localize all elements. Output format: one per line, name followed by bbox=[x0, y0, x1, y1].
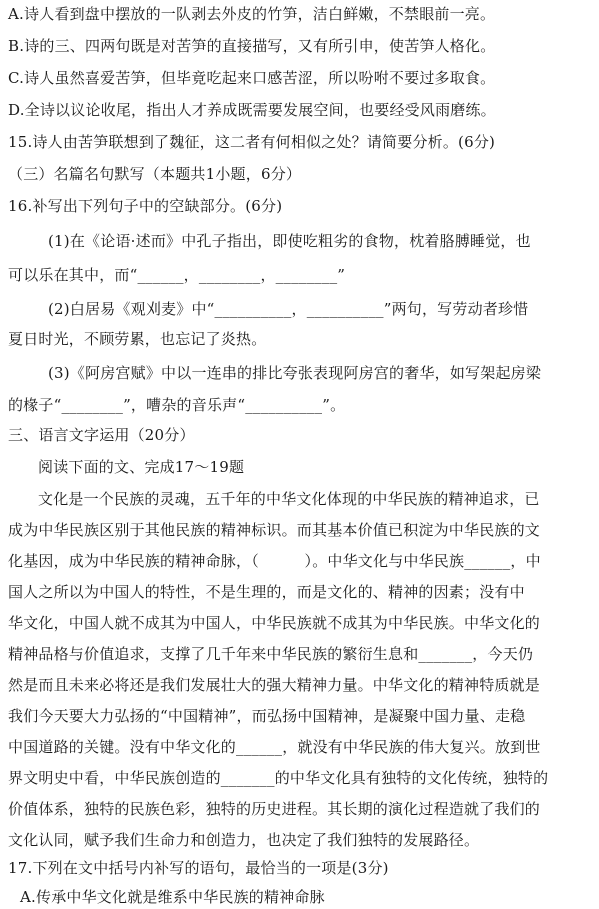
option-b-line: B.诗的三、四两句既是对苦笋的直接描写，又有所引申，使苦笋人格化。 bbox=[8, 37, 496, 55]
passage-line-1: 文化是一个民族的灵魂，五千年的中华文化体现的中华民族的精神追求，已 bbox=[38, 490, 540, 508]
option-d-line: D.全诗以议论收尾，指出人才养成既需要发展空间，也要经受风雨磨练。 bbox=[8, 101, 496, 119]
section-language-heading: 三、语言文字运用（20分） bbox=[8, 426, 195, 444]
q16-item-1-line-2: 可以乐在其中，而“______，________，________” bbox=[8, 266, 346, 284]
passage-line-8: 我们今天要大力弘扬的“中国精神”，而弘扬中国精神，是凝聚中国力量、走稳 bbox=[8, 707, 526, 725]
q16-item-2-line-1: (2)白居易《观刈麦》中“__________，__________”两句，写劳动者珍惜 bbox=[48, 300, 529, 318]
q16-item-1-line-1: (1)在《论语·述而》中孔子指出，即使吃粗劣的食物，枕着胳膊睡觉，也 bbox=[48, 232, 531, 250]
passage-line-9: 中国道路的关键。没有中华文化的______，就没有中华民族的伟大复兴。放到世 bbox=[8, 738, 541, 756]
passage-line-2: 成为中华民族区别于其他民族的精神标识。而其基本价值已积淀为中华民族的文 bbox=[8, 521, 541, 539]
section-three-heading: （三）名篇名句默写（本题共1小题，6分） bbox=[8, 165, 302, 183]
passage-line-7: 然是而且未来必将还是我们发展壮大的强大精神力量。中华文化的精神特质就是 bbox=[8, 676, 541, 694]
passage-line-5: 华文化，中国人就不成其为中国人，中华民族就不成其为中华民族。中华文化的 bbox=[8, 614, 541, 632]
option-c-line: C.诗人虽然喜爱苦笋，但毕竟吃起来口感苦涩，所以吩咐不要过多取食。 bbox=[8, 69, 496, 87]
passage-line-4: 国人之所以为中国人的特性，不是生理的，而是文化的、精神的因素；没有中 bbox=[8, 583, 525, 601]
passage-line-6: 精神品格与价值追求，支撑了几千年来中华民族的繁衍生息和_______，今天仍 bbox=[8, 645, 534, 663]
question-17: 17.下列在文中括号内补写的语句，最恰当的一项是(3分) bbox=[8, 859, 389, 877]
q16-item-3-line-1: (3)《阿房宫赋》中以一连串的排比夸张表现阿房宫的奢华，如写架起房梁 bbox=[48, 364, 542, 382]
passage-line-11: 价值体系，独特的民族色彩，独特的历史进程。其长期的演化过程造就了我们的 bbox=[8, 800, 541, 818]
question-16: 16.补写出下列句子中的空缺部分。(6分) bbox=[8, 197, 283, 215]
q16-item-2-line-2: 夏日时光，不顾劳累，也忘记了炎热。 bbox=[8, 330, 267, 348]
option-a-line: A.诗人看到盘中摆放的一队剥去外皮的竹笋，洁白鲜嫩，不禁眼前一亮。 bbox=[8, 5, 496, 23]
q17-option-a: A.传承中华文化就是维系中华民族的精神命脉 bbox=[20, 888, 325, 906]
reading-instruction: 阅读下面的文、完成17～19题 bbox=[38, 458, 245, 476]
question-15: 15.诗人由苦笋联想到了魏征，这二者有何相似之处？请简要分析。(6分) bbox=[8, 133, 496, 151]
passage-line-3: 化基因，成为中华民族的精神命脉，（ ）。中华文化与中华民族______，中 bbox=[8, 552, 541, 570]
passage-line-12: 文化认同，赋予我们生命力和创造力，也决定了我们独特的发展路径。 bbox=[8, 831, 480, 849]
q16-item-3-line-2: 的椽子“________”，嘈杂的音乐声“__________”。 bbox=[8, 396, 346, 414]
passage-line-10: 界文明史中看，中华民族创造的_______的中华文化具有独特的文化传统，独特的 bbox=[8, 769, 549, 787]
